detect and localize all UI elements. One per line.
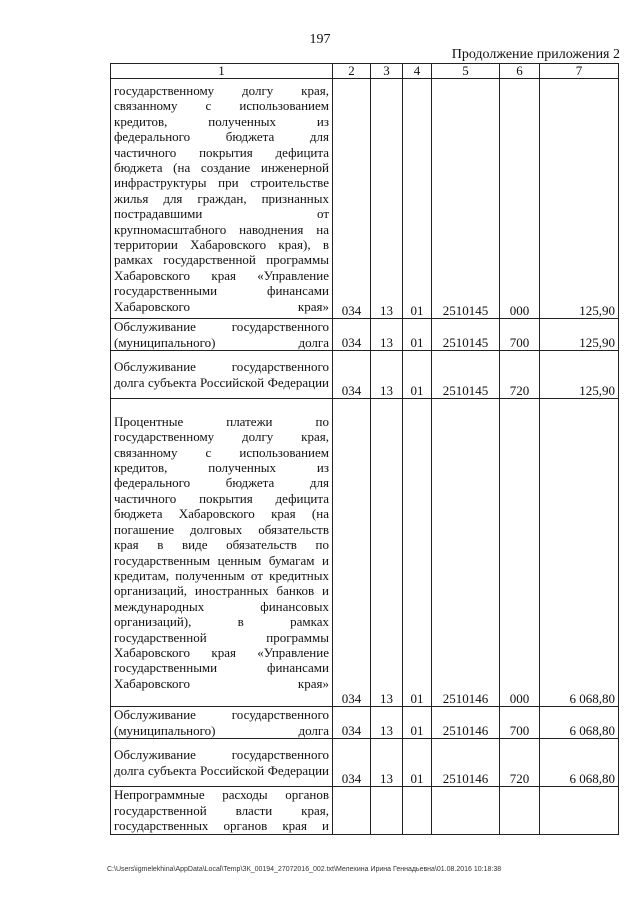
row-description: Обслуживание государственного (муниципального) долга: [111, 707, 333, 739]
row-code-subsection: 01: [403, 351, 432, 399]
header-row: [111, 64, 619, 79]
budget-table: [110, 63, 619, 835]
row-code-subsection: 01: [403, 739, 432, 787]
row-code-ministry: 034: [333, 79, 371, 319]
row-code-ministry: 034: [333, 399, 371, 707]
header-col-6: 6: [500, 64, 540, 79]
row-code-section: 13: [371, 399, 403, 707]
table-row: [111, 707, 619, 739]
row-code-ministry: 034: [333, 739, 371, 787]
row-code-expense-type: 000: [500, 399, 540, 707]
row-amount: 125,90: [540, 79, 619, 319]
row-amount: [540, 787, 619, 835]
header-col-7: 7: [540, 64, 619, 79]
row-code-expense-type: 700: [500, 707, 540, 739]
header-col-4: 4: [403, 64, 432, 79]
row-description: Процентные платежи по государственному долгу края, связанному с использованием кредитов, полученных из федерального бюджета для частичного покрытия дефицита бюджета Хабаровского края (на погашение долговых обязательств края в виде обязательств по государственным ценным бумагам и кредитам, полученным от кредитных организаций, иностранных банков и международных финансовых организаций), в рамках государственной программы Хабаровского края «Управление государственными финансами Хабаровского края»: [111, 399, 333, 707]
table-row: [111, 319, 619, 351]
row-code-expense-type: 720: [500, 739, 540, 787]
row-amount: 6 068,80: [540, 739, 619, 787]
row-code-subsection: 01: [403, 79, 432, 319]
row-description: Обслуживание государственного долга субъекта Российской Федерации: [111, 739, 333, 787]
row-code-target: 2510145: [432, 319, 500, 351]
row-description: государственному долгу края, связанному с использованием кредитов, полученных из федерального бюджета для частичного покрытия дефицита бюджета (на создание инженерной инфраструктуры при строительстве жилья для граждан, признанных пострадавшими от крупномасштабного наводнения на территории Хабаровского края), в рамках государственной программы Хабаровского края «Управление государственными финансами Хабаровского края»: [111, 79, 333, 319]
header-col-3: 3: [371, 64, 403, 79]
table-row: [111, 787, 619, 835]
row-code-expense-type: 700: [500, 319, 540, 351]
table-row: [111, 351, 619, 399]
row-code-subsection: 01: [403, 319, 432, 351]
row-code-ministry: 034: [333, 351, 371, 399]
row-amount: 125,90: [540, 319, 619, 351]
row-code-section: [371, 787, 403, 835]
header-col-1: 1: [111, 64, 333, 79]
row-code-subsection: [403, 787, 432, 835]
row-code-section: 13: [371, 319, 403, 351]
row-amount: 6 068,80: [540, 707, 619, 739]
table-row: [111, 79, 619, 319]
row-code-section: 13: [371, 351, 403, 399]
continuation-label: Продолжение приложения 2: [451, 47, 620, 62]
row-code-expense-type: 720: [500, 351, 540, 399]
row-code-section: 13: [371, 739, 403, 787]
table-row: [111, 399, 619, 707]
row-code-expense-type: [500, 787, 540, 835]
row-amount: 6 068,80: [540, 399, 619, 707]
row-code-target: 2510145: [432, 79, 500, 319]
row-code-expense-type: 000: [500, 79, 540, 319]
row-code-target: 2510146: [432, 399, 500, 707]
row-description: Обслуживание государственного долга субъекта Российской Федерации: [111, 351, 333, 399]
table-row: [111, 739, 619, 787]
file-path-footer: C:\Users\igmelekhina\AppData\Local\Temp\ЗК_00194_27072016_002.txt\Мелехина Ирина Геннадьевна\01.08.2016 10:18:38: [107, 866, 502, 873]
row-code-ministry: 034: [333, 319, 371, 351]
row-code-target: 2510145: [432, 351, 500, 399]
header-col-5: 5: [432, 64, 500, 79]
row-code-ministry: 034: [333, 707, 371, 739]
row-amount: 125,90: [540, 351, 619, 399]
page-number: 197: [309, 32, 331, 47]
row-description: Непрограммные расходы органов государственной власти края, государственных органов края и: [111, 787, 333, 835]
row-code-target: 2510146: [432, 739, 500, 787]
row-code-target: 2510146: [432, 707, 500, 739]
row-code-subsection: 01: [403, 707, 432, 739]
header-col-2: 2: [333, 64, 371, 79]
row-code-section: 13: [371, 707, 403, 739]
row-description: Обслуживание государственного (муниципального) долга: [111, 319, 333, 351]
row-code-subsection: 01: [403, 399, 432, 707]
row-code-section: 13: [371, 79, 403, 319]
row-code-ministry: [333, 787, 371, 835]
row-code-target: [432, 787, 500, 835]
